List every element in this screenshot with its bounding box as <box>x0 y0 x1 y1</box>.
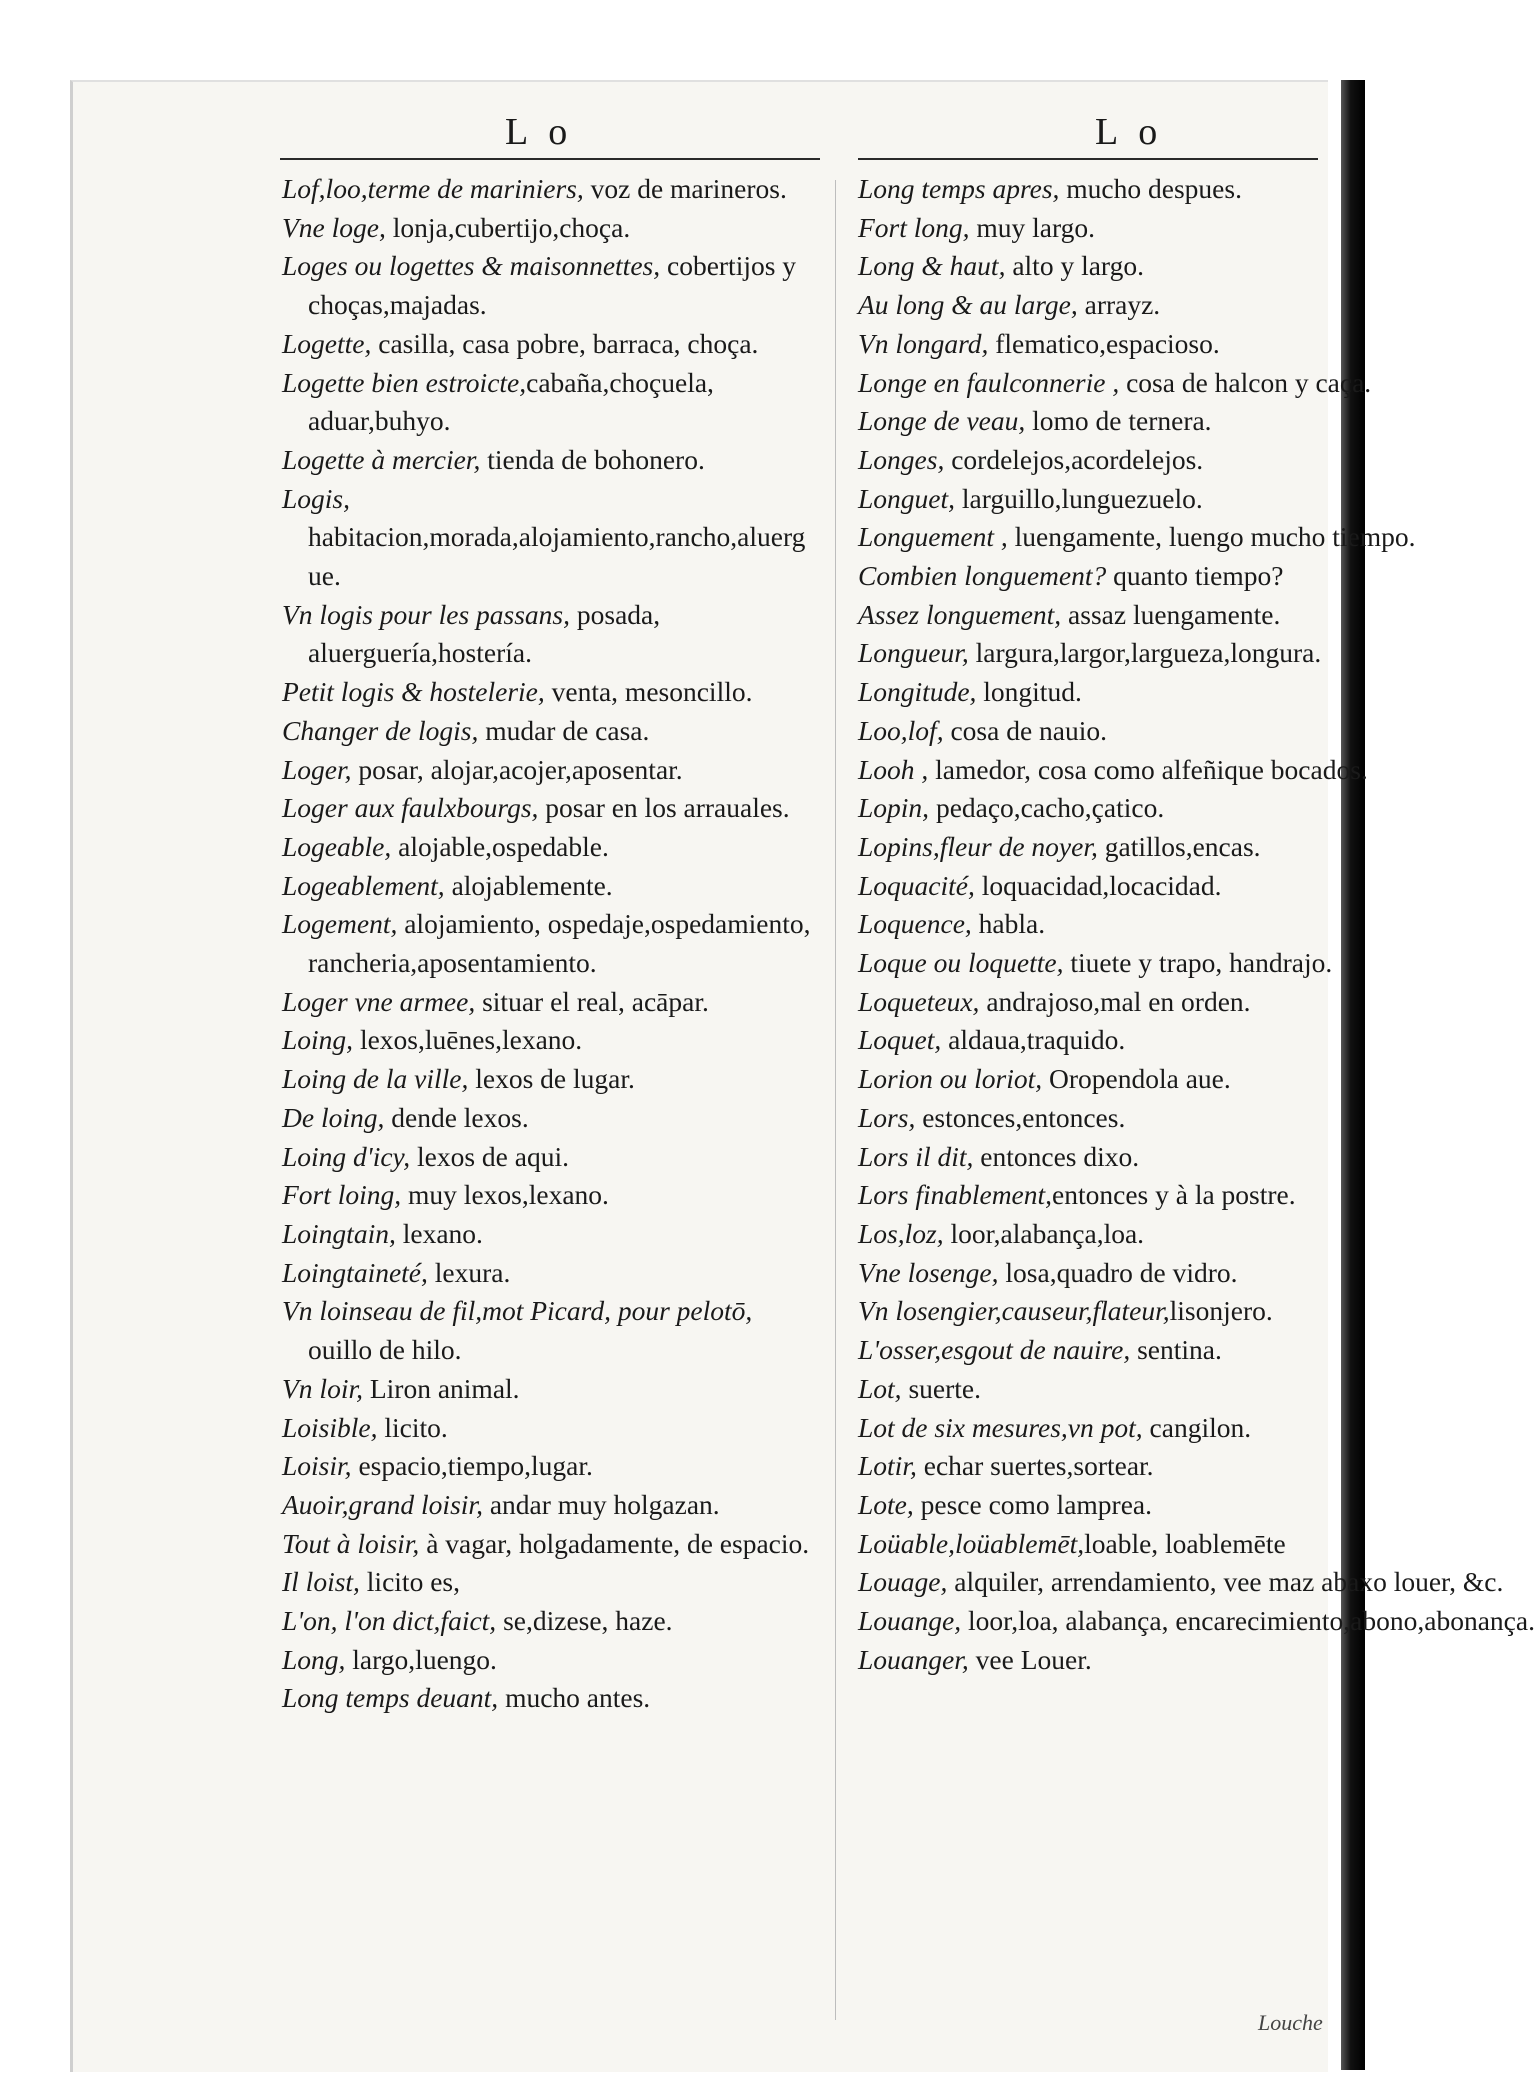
dictionary-entry <box>282 209 812 248</box>
french-headword: Long temps apres, <box>858 173 1060 204</box>
french-headword: Fort loing, <box>282 1179 402 1211</box>
french-headword: Il loist, <box>282 1566 360 1598</box>
dictionary-entry <box>858 557 1303 596</box>
spanish-definition: espacio,tiempo,lugar. <box>351 1450 593 1482</box>
spanish-definition: pesce como lamprea. <box>913 1488 1152 1520</box>
dictionary-entry <box>282 364 812 441</box>
french-headword: Fort long, <box>858 211 970 243</box>
dictionary-entry <box>858 364 1372 403</box>
dictionary-entry <box>282 1370 812 1409</box>
dictionary-entry <box>282 1099 812 1138</box>
french-headword: Longueur, <box>858 637 969 669</box>
dictionary-entry <box>858 286 1303 325</box>
spanish-definition: cobertijos y choças,majadas. <box>308 250 803 321</box>
dictionary-entry <box>282 325 812 364</box>
dictionary-entry <box>858 1486 1303 1525</box>
french-headword: Loisir, <box>282 1450 352 1482</box>
french-headword: Los,loz, <box>858 1217 944 1249</box>
french-headword: Petit logis & hostelerie, <box>282 676 545 708</box>
dictionary-entry <box>858 634 1322 673</box>
french-headword: Louange, <box>858 1605 962 1637</box>
spanish-definition: cangilon. <box>1142 1411 1252 1443</box>
french-headword: Vne losenge, <box>858 1256 999 1288</box>
dictionary-entry <box>858 1254 1303 1293</box>
spanish-definition: arrayz. <box>1077 289 1161 321</box>
dictionary-entry <box>858 1138 1303 1177</box>
french-headword: Longes, <box>858 443 945 475</box>
spanish-definition: alquiler, arrendamiento, vee maz abaxo louer, &c. <box>947 1566 1504 1598</box>
dictionary-entry <box>282 1602 812 1641</box>
dictionary-entry <box>858 209 1303 248</box>
french-headword: Logis, <box>282 482 351 514</box>
french-headword: Long & haut, <box>858 250 1006 282</box>
french-headword: Loüable,loüablemēt, <box>858 1527 1085 1559</box>
french-headword: Logement, <box>282 908 398 940</box>
french-headword: Lote, <box>858 1488 914 1520</box>
spanish-definition: suerte. <box>901 1372 981 1404</box>
french-headword: Loingtain, <box>282 1217 396 1249</box>
dictionary-entry <box>282 1525 812 1564</box>
spanish-definition: losa,quadro de vidro. <box>998 1256 1238 1288</box>
french-headword: Loquet, <box>858 1024 942 1056</box>
french-headword: Logette à mercier, <box>282 443 481 475</box>
dictionary-entry <box>858 867 1303 906</box>
french-headword: Logette, <box>282 327 372 359</box>
french-headword: Louanger, <box>858 1643 969 1675</box>
spanish-definition: lisonjero. <box>1169 1295 1273 1327</box>
dictionary-entry <box>858 441 1303 480</box>
dictionary-entry <box>282 170 812 209</box>
dictionary-entry <box>858 1447 1303 1486</box>
spanish-definition: Oropendola aue. <box>1042 1063 1231 1095</box>
running-header-right: L o <box>1095 111 1164 153</box>
spanish-definition: loor,loa, alabança, encarecimiento,abono,abonança. <box>961 1605 1535 1637</box>
french-headword: Longitude, <box>858 676 977 708</box>
french-headword: Changer de logis, <box>282 714 479 746</box>
french-headword: Loquacité, <box>858 869 975 901</box>
spanish-definition: entonces dixo. <box>973 1140 1140 1172</box>
spanish-definition: alto y largo. <box>1005 250 1144 282</box>
french-headword: Looh , <box>858 753 929 785</box>
dictionary-entry <box>858 596 1303 635</box>
spanish-definition: sentina. <box>1130 1334 1222 1366</box>
french-headword: Loisible, <box>282 1411 378 1443</box>
dictionary-entry <box>858 480 1303 519</box>
french-headword: Longe de veau, <box>858 405 1026 437</box>
spanish-definition: tiuete y trapo, handrajo. <box>1063 947 1333 979</box>
spanish-definition: andar muy holgazan. <box>482 1488 720 1520</box>
french-headword: L'on, l'on dict,faict, <box>282 1605 497 1637</box>
spanish-definition: posar, alojar,acojer,aposentar. <box>351 753 683 785</box>
spanish-definition: mucho antes. <box>498 1682 651 1714</box>
french-headword: Long, <box>282 1643 346 1675</box>
french-headword: Loger, <box>282 753 352 785</box>
spanish-definition: muy largo. <box>969 211 1096 243</box>
dictionary-entry <box>858 1370 1303 1409</box>
spanish-definition: longitud. <box>976 676 1082 708</box>
french-headword: Loque ou loquette, <box>858 947 1064 979</box>
right-column <box>858 170 1535 1679</box>
spanish-definition: loor,alabança,loa. <box>943 1217 1145 1249</box>
dictionary-entry <box>858 1099 1303 1138</box>
french-headword: Lors finablement, <box>858 1179 1053 1211</box>
french-headword: Longuet, <box>858 482 956 514</box>
french-headword: Lopins,fleur de noyer, <box>858 830 1098 862</box>
french-headword: Long temps deuant, <box>282 1682 499 1714</box>
spanish-definition: loable, loablemēte <box>1084 1527 1286 1559</box>
dictionary-entry <box>282 1409 812 1448</box>
french-headword: Loing, <box>282 1024 354 1056</box>
spanish-definition: largo,luengo. <box>345 1643 497 1675</box>
spanish-definition: aldaua,traquido. <box>941 1024 1126 1056</box>
dictionary-entry <box>858 1525 1303 1564</box>
french-headword: Lof,loo,terme de mariniers, <box>282 173 584 204</box>
spanish-definition: dende lexos. <box>384 1101 529 1133</box>
dictionary-entry <box>858 905 1303 944</box>
spanish-definition: andrajoso,mal en orden. <box>979 985 1251 1017</box>
dictionary-entry <box>858 1176 1303 1215</box>
french-headword: Vne loge, <box>282 211 386 243</box>
left-column <box>282 170 818 1718</box>
spanish-definition: mudar de casa. <box>478 714 650 746</box>
spanish-definition: ouillo de hilo. <box>308 1295 760 1366</box>
french-headword: Lotir, <box>858 1450 917 1482</box>
catchword: Louche <box>1258 2010 1323 2035</box>
french-headword: Lors il dit, <box>858 1140 974 1172</box>
spanish-definition: alojablemente. <box>444 869 613 901</box>
dictionary-entry <box>282 441 812 480</box>
french-headword: De loing, <box>282 1101 385 1133</box>
dictionary-entry <box>282 905 818 982</box>
dictionary-entry <box>282 1176 812 1215</box>
spanish-definition: Liron animal. <box>362 1372 520 1404</box>
french-headword: Auoir,grand loisir, <box>282 1488 483 1520</box>
dictionary-entry <box>858 751 1368 790</box>
spanish-definition: venta, mesoncillo. <box>544 676 753 708</box>
spanish-definition: lamedor, cosa como alfeñique bocados. <box>928 753 1368 785</box>
french-headword: Vn longard, <box>858 327 989 359</box>
spanish-definition: cosa de halcon y caça. <box>1119 366 1372 398</box>
spanish-definition: luengamente, luengo mucho tiempo. <box>1007 521 1416 553</box>
dictionary-entry <box>858 712 1303 751</box>
spanish-definition: largura,largor,largueza,longura. <box>968 637 1322 669</box>
french-headword: Longe en faulconnerie , <box>858 366 1120 398</box>
french-headword: Tout à loisir, <box>282 1527 420 1559</box>
spanish-definition: posada, aluerguería,hostería. <box>308 598 668 669</box>
dictionary-entry <box>858 983 1303 1022</box>
french-headword: Loger aux faulxbourgs, <box>282 792 539 824</box>
spanish-definition: voz de marineros. <box>583 173 787 204</box>
spanish-definition: lexura. <box>427 1256 511 1288</box>
dictionary-entry <box>858 789 1303 828</box>
french-headword: Vn loinseau de fil,mot Picard, pour pelotō, <box>282 1295 753 1327</box>
spanish-definition: larguillo,lunguezuelo. <box>955 482 1203 514</box>
french-headword: Lopin, <box>858 792 930 824</box>
spanish-definition: alojamiento, ospedaje,ospedamiento, rancheria,aposentamiento. <box>308 908 818 979</box>
french-headword: Vn loir, <box>282 1372 363 1404</box>
dictionary-entry <box>282 1060 812 1099</box>
french-headword: Vn losengier,causeur,flateur, <box>858 1295 1170 1327</box>
dictionary-entry <box>282 867 812 906</box>
spanish-definition: à vagar, holgadamente, de espacio. <box>419 1527 810 1559</box>
dictionary-entry <box>282 1254 812 1293</box>
dictionary-entry <box>282 1486 812 1525</box>
french-headword: Logette bien estroicte, <box>282 366 527 398</box>
spanish-definition: lexos,luēnes,lexano. <box>353 1024 583 1056</box>
dictionary-entry <box>858 828 1303 867</box>
header-rule-left <box>280 158 820 160</box>
spanish-definition: cordelejos,acordelejos. <box>944 443 1204 475</box>
spanish-definition: cosa de nauio. <box>943 714 1107 746</box>
dictionary-entry <box>858 1292 1303 1331</box>
spanish-definition: lonja,cubertijo,choça. <box>385 211 631 243</box>
spanish-definition: pedaço,cacho,çatico. <box>929 792 1165 824</box>
spanish-definition: alojable,ospedable. <box>391 830 609 862</box>
dictionary-entry <box>858 402 1303 441</box>
spanish-definition: lexano. <box>395 1217 483 1249</box>
french-headword: Loingtaineté, <box>282 1256 428 1288</box>
french-headword: Loqueteux, <box>858 985 980 1017</box>
french-headword: Louage, <box>858 1566 948 1598</box>
spanish-definition: echar suertes,sortear. <box>916 1450 1154 1482</box>
spanish-definition: quanto tiempo? <box>1106 560 1284 592</box>
dictionary-entry <box>858 1602 1535 1641</box>
french-headword: Logeable, <box>282 830 392 862</box>
french-headword: Loger vne armee, <box>282 985 476 1017</box>
dictionary-entry <box>858 1641 1303 1680</box>
dictionary-entry <box>282 596 812 673</box>
dictionary-entry <box>858 1563 1504 1602</box>
dictionary-entry <box>858 673 1303 712</box>
french-headword: Au long & au large, <box>858 289 1078 321</box>
dictionary-entry <box>282 247 812 324</box>
spanish-definition: habla. <box>971 908 1046 940</box>
spanish-definition: se,dizese, haze. <box>496 1605 673 1637</box>
header-rule-right <box>858 158 1318 160</box>
dictionary-entry <box>282 983 812 1022</box>
spanish-definition: licito. <box>377 1411 448 1443</box>
dictionary-entry <box>858 247 1303 286</box>
spanish-definition: vee Louer. <box>968 1643 1092 1675</box>
spanish-definition: flematico,espacioso. <box>988 327 1220 359</box>
spanish-definition: gatillos,encas. <box>1097 830 1261 862</box>
dictionary-entry <box>282 1292 812 1369</box>
spanish-definition: mucho despues. <box>1059 173 1242 204</box>
dictionary-entry <box>282 828 812 867</box>
dictionary-entry <box>282 480 812 596</box>
dictionary-entry <box>858 170 1303 209</box>
dictionary-entry <box>282 673 812 712</box>
dictionary-entry <box>858 325 1303 364</box>
dictionary-entry <box>858 944 1333 983</box>
dictionary-entry <box>282 1679 812 1718</box>
spanish-definition: entonces y à la postre. <box>1052 1179 1296 1211</box>
dictionary-entry <box>282 1021 812 1060</box>
french-headword: L'osser,esgout de nauire, <box>858 1334 1131 1366</box>
french-headword: Loing de la ville, <box>282 1063 469 1095</box>
french-headword: Loing d'icy, <box>282 1140 411 1172</box>
dictionary-entry <box>858 1409 1303 1448</box>
dictionary-entry <box>282 751 812 790</box>
dictionary-entry <box>282 1138 812 1177</box>
spanish-definition: lomo de ternera. <box>1025 405 1212 437</box>
french-headword: Lors, <box>858 1101 916 1133</box>
spanish-definition: habitacion,morada,alojamiento,rancho,aluergue. <box>308 482 806 592</box>
french-headword: Longuement , <box>858 521 1008 553</box>
french-headword: Lot de six mesures,vn pot, <box>858 1411 1143 1443</box>
dictionary-entry <box>858 1331 1303 1370</box>
dictionary-entry <box>858 1021 1303 1060</box>
dictionary-entry <box>282 1215 812 1254</box>
french-headword: Lorion ou loriot, <box>858 1063 1043 1095</box>
spanish-definition: lexos de lugar. <box>468 1063 635 1095</box>
french-headword: Vn logis pour les passans, <box>282 598 571 630</box>
french-headword: Lot, <box>858 1372 902 1404</box>
column-divider <box>835 180 836 2020</box>
dictionary-entry <box>858 1215 1303 1254</box>
spanish-definition: tienda de bohonero. <box>480 443 705 475</box>
dictionary-entry <box>282 1447 812 1486</box>
spanish-definition: estonces,entonces. <box>915 1101 1126 1133</box>
spanish-definition: situar el real, acāpar. <box>475 985 709 1017</box>
french-headword: Loges ou logettes & maisonnettes, <box>282 250 661 282</box>
spanish-definition: loquacidad,locacidad. <box>974 869 1222 901</box>
dictionary-entry <box>858 518 1416 557</box>
french-headword: Logeablement, <box>282 869 445 901</box>
spanish-definition: lexos de aqui. <box>410 1140 569 1172</box>
spanish-definition: posar en los arrauales. <box>538 792 790 824</box>
french-headword: Loquence, <box>858 908 972 940</box>
dictionary-entry <box>282 712 812 751</box>
running-header-left: L o <box>505 111 574 153</box>
french-headword: Combien longuement? <box>858 560 1107 592</box>
spanish-definition: cabaña,choçuela, aduar,buhyo. <box>308 366 721 437</box>
french-headword: Assez longuement, <box>858 598 1062 630</box>
dictionary-entry <box>858 1060 1303 1099</box>
spanish-definition: muy lexos,lexano. <box>401 1179 609 1211</box>
spanish-definition: assaz luengamente. <box>1061 598 1281 630</box>
dictionary-entry <box>282 1641 812 1680</box>
dictionary-entry <box>282 789 812 828</box>
spanish-definition: licito es, <box>359 1566 460 1598</box>
dictionary-entry <box>282 1563 812 1602</box>
spanish-definition: casilla, casa pobre, barraca, choça. <box>371 327 759 359</box>
french-headword: Loo,lof, <box>858 714 944 746</box>
